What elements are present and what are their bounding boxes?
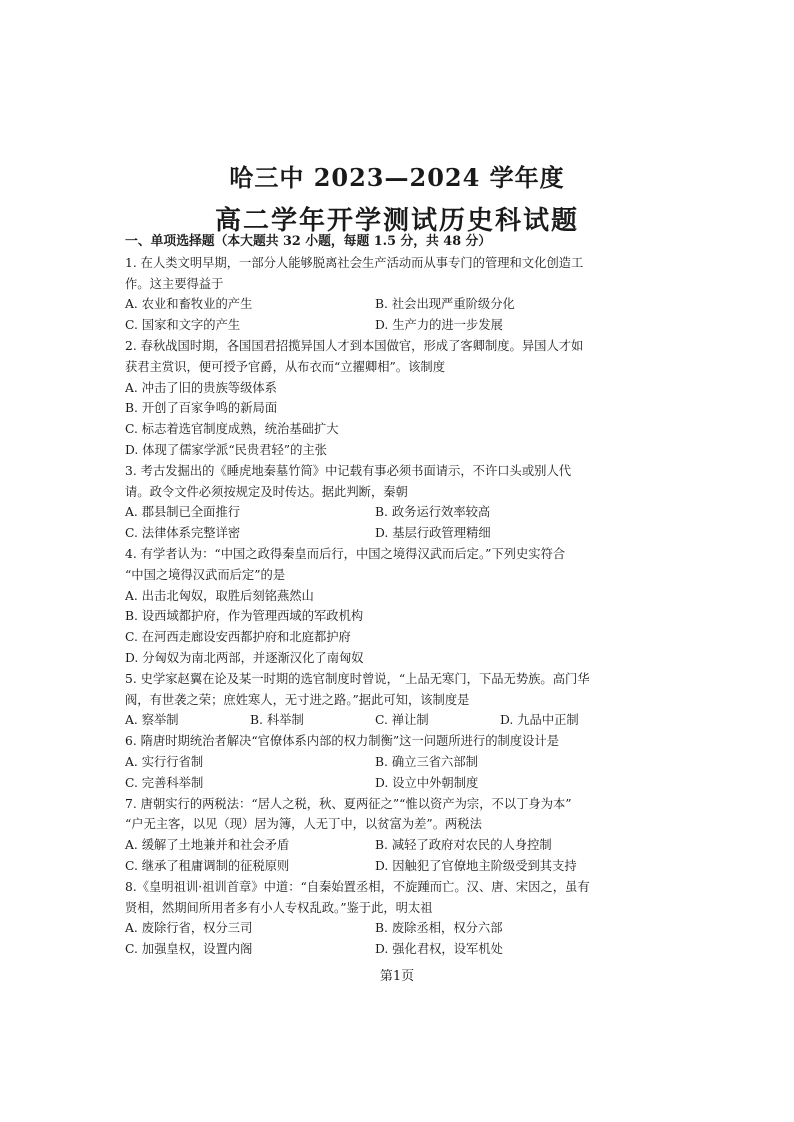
option-d: D. 设立中外朝制度 — [375, 775, 479, 790]
question-stem-line: 7. 唐朝实行的两税法：“居人之税，秋、夏两征之”“惟以资产为宗，不以丁身为本” — [125, 796, 572, 811]
option-c: C. 法律体系完整详密 — [125, 526, 241, 541]
option-c: C. 加强皇权，设置内阁 — [125, 942, 253, 957]
option-a: A. 冲击了旧的贵族等级体系 — [125, 380, 277, 395]
option-b: B. 确立三省六部制 — [375, 754, 478, 769]
option-c: C. 继承了租庸调制的征税原则 — [125, 858, 290, 873]
question-stem-line: 获君主赏识，便可授予官爵，从布衣而“立擢卿相”。该制度 — [125, 359, 445, 374]
option-d: D. 基层行政管理精细 — [375, 526, 491, 541]
question-2 — [125, 336, 665, 461]
question-stem-line: 6. 隋唐时期统治者解决“官僚体系内部的权力制衡”这一问题所进行的制度设计是 — [125, 734, 560, 749]
question-3 — [125, 461, 665, 544]
exam-title-line1: 哈三中 2023—2024 学年度 — [229, 163, 565, 192]
question-6 — [125, 731, 665, 793]
option-b: B. 减轻了政府对农民的人身控制 — [375, 838, 552, 853]
option-c: C. 在河西走廊设安西都护府和北庭都护府 — [125, 630, 351, 645]
question-stem-line: 2. 春秋战国时期，各国国君招揽异国人才到本国做官，形成了客卿制度。异国人才如 — [125, 338, 584, 353]
question-stem-line: 1. 在人类文明早期，一部分人能够脱离社会生产活动而从事专门的管理和文化创造工 — [125, 255, 584, 270]
option-c: C. 禅让制 — [375, 713, 429, 728]
question-1 — [125, 253, 665, 336]
option-c: C. 标志着选官制度成熟，统治基础扩大 — [125, 422, 339, 437]
option-c: C. 国家和文字的产生 — [125, 318, 241, 333]
question-5 — [125, 669, 665, 731]
page-number: 第1页 — [379, 969, 415, 984]
option-b: B. 设西域都护府，作为管理西域的军政机构 — [125, 609, 364, 624]
option-a: A. 缓解了土地兼并和社会矛盾 — [125, 838, 290, 853]
question-stem-line: “户无主客，以见（现）居为簿，人无丁中，以贫富为差”。两税法 — [125, 817, 482, 832]
option-a: A. 实行行省制 — [125, 754, 204, 769]
section-heading: 一、单项选择题（本大题共 32 小题，每题 1.5 分，共 48 分） — [125, 234, 492, 249]
option-a: A. 郡县制已全面推行 — [125, 505, 241, 520]
option-a: A. 农业和畜牧业的产生 — [125, 297, 253, 312]
option-a: A. 废除行省，权分三司 — [125, 921, 253, 936]
question-stem-line: 请。政令文件必须按规定及时传达。据此判断，秦朝 — [125, 484, 408, 499]
question-7 — [125, 794, 665, 877]
question-stem-line: 作。这主要得益于 — [125, 276, 224, 291]
option-b: B. 开创了百家争鸣的新局面 — [125, 401, 278, 416]
exam-body — [125, 232, 665, 960]
option-b: B. 废除丞相，权分六部 — [375, 921, 503, 936]
question-8 — [125, 877, 665, 960]
question-stem-line: 3. 考古发掘出的《睡虎地秦墓竹简》中记载有事必须书面请示，不许口头或别人代 — [125, 463, 572, 478]
question-stem-line: “中国之境得汉武而后定”的是 — [125, 567, 286, 582]
option-d: D. 分匈奴为南北两部，并逐渐汉化了南匈奴 — [125, 650, 364, 665]
option-d: D. 因触犯了官僚地主阶级受到其支持 — [375, 858, 577, 873]
option-a: A. 出击北匈奴，取胜后刻铭燕然山 — [125, 588, 314, 603]
option-d: D. 强化君权，设军机处 — [375, 942, 503, 957]
option-b: B. 科举制 — [250, 713, 304, 728]
question-stem-line: 8.《皇明祖训·祖训首章》中道：“自秦始置丞相，不旋踵而亡。汉、唐、宋因之，虽有 — [125, 879, 590, 894]
question-stem-line: 5. 史学家赵翼在论及某一时期的选官制度时曾说，“上品无寒门，下品无势族。高门华 — [125, 671, 590, 686]
option-d: D. 体现了儒家学派“民贵君轻”的主张 — [125, 442, 327, 457]
option-d: D. 九品中正制 — [500, 713, 579, 728]
question-stem-line: 贤相，然期间所用者多有小人专权乱政。”鉴于此，明太祖 — [125, 900, 433, 915]
option-b: B. 社会出现严重阶级分化 — [375, 297, 515, 312]
option-b: B. 政务运行效率较高 — [375, 505, 491, 520]
option-a: A. 察举制 — [125, 713, 179, 728]
question-stem-line: 4. 有学者认为：“中国之政得秦皇而后行，中国之境得汉武而后定。”下列史实符合 — [125, 546, 566, 561]
question-4 — [125, 544, 665, 669]
option-d: D. 生产力的进一步发展 — [375, 318, 503, 333]
option-c: C. 完善科举制 — [125, 775, 204, 790]
question-stem-line: 阀，有世袭之荣；庶姓寒人，无寸进之路。”据此可知，该制度是 — [125, 692, 470, 707]
exam-title-line2: 高二学年开学测试历史科试题 — [214, 206, 579, 236]
